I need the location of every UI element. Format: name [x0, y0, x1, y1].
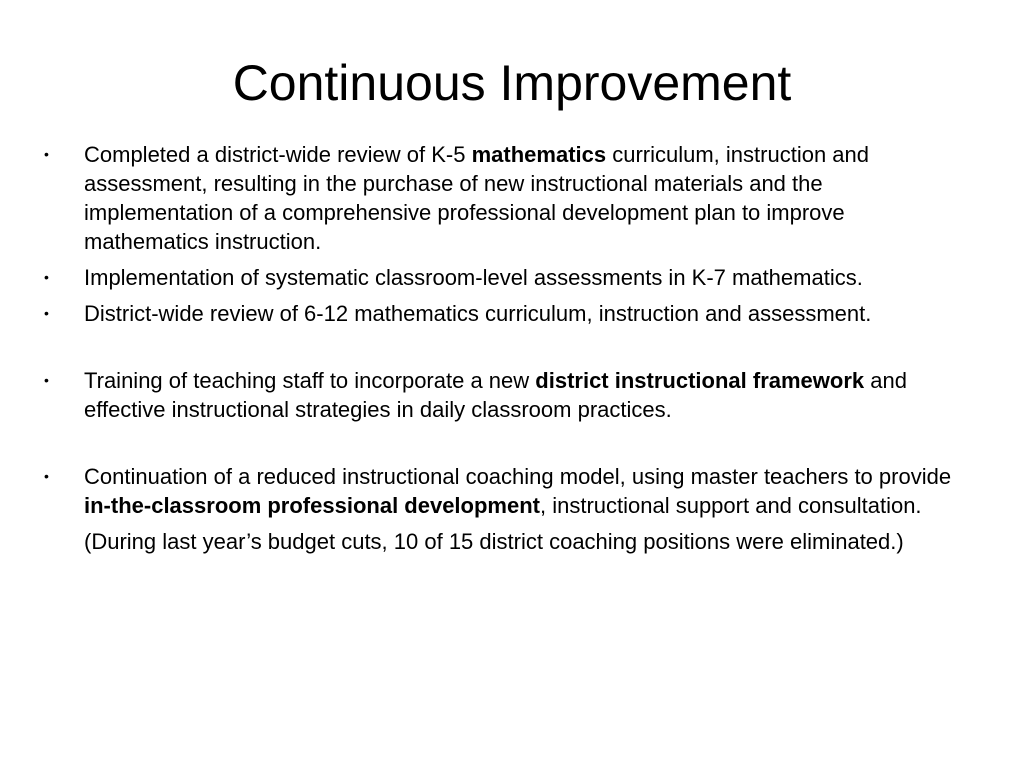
bullet-text: [84, 301, 871, 326]
budget-note: (During last year’s budget cuts, 10 of 15 district coaching positions were eliminated.): [84, 529, 904, 554]
bullet-item: [44, 140, 974, 256]
bullet-text-segment: Training of teaching staff to incorporate a new: [84, 368, 536, 393]
bullet-text: [84, 368, 907, 422]
bullet-icon: •: [44, 372, 49, 388]
bullet-text: [84, 265, 863, 290]
bullet-text-segment: District-wide review of 6-12 mathematics curriculum, instruction and assessment.: [84, 301, 872, 326]
bullet-list: [44, 140, 974, 556]
bullet-text-segment: curriculum, instruction and assessment, resulting in the purchase of new instructional materials and the implementation of a comprehensive professional development plan to improve mathematics instruction.: [84, 142, 869, 254]
bullet-text-segment: Implementation of systematic classroom-level assessments in K-7 mathematics.: [84, 265, 863, 290]
bullet-text-segment: Continuation of a reduced instructional coaching model, using master teachers to provide: [84, 464, 952, 489]
bullet-item: [44, 263, 974, 292]
bullet-text-bold: mathematics: [471, 142, 607, 167]
bullet-text-bold: district instructional framework: [535, 368, 865, 393]
bullet-item: [44, 299, 974, 328]
bullet-text: [84, 464, 951, 518]
bullet-icon: •: [44, 305, 49, 321]
bullet-text: [84, 142, 869, 254]
slide-title: Continuous Improvement: [232, 55, 792, 111]
bullet-text-segment: , instructional support and consultation.: [539, 493, 922, 518]
bullet-item: [44, 366, 974, 424]
bullet-icon: •: [44, 146, 49, 162]
bullet-icon: •: [44, 468, 49, 484]
bullet-icon: •: [44, 269, 49, 285]
bullet-item: [44, 462, 974, 520]
bullet-text-segment: Completed a district-wide review of K-5: [84, 142, 472, 167]
bullet-text-segment: and effective instructional strategies in daily classroom practices.: [84, 368, 907, 422]
bullet-text-bold: in-the-classroom professional development: [84, 493, 540, 518]
